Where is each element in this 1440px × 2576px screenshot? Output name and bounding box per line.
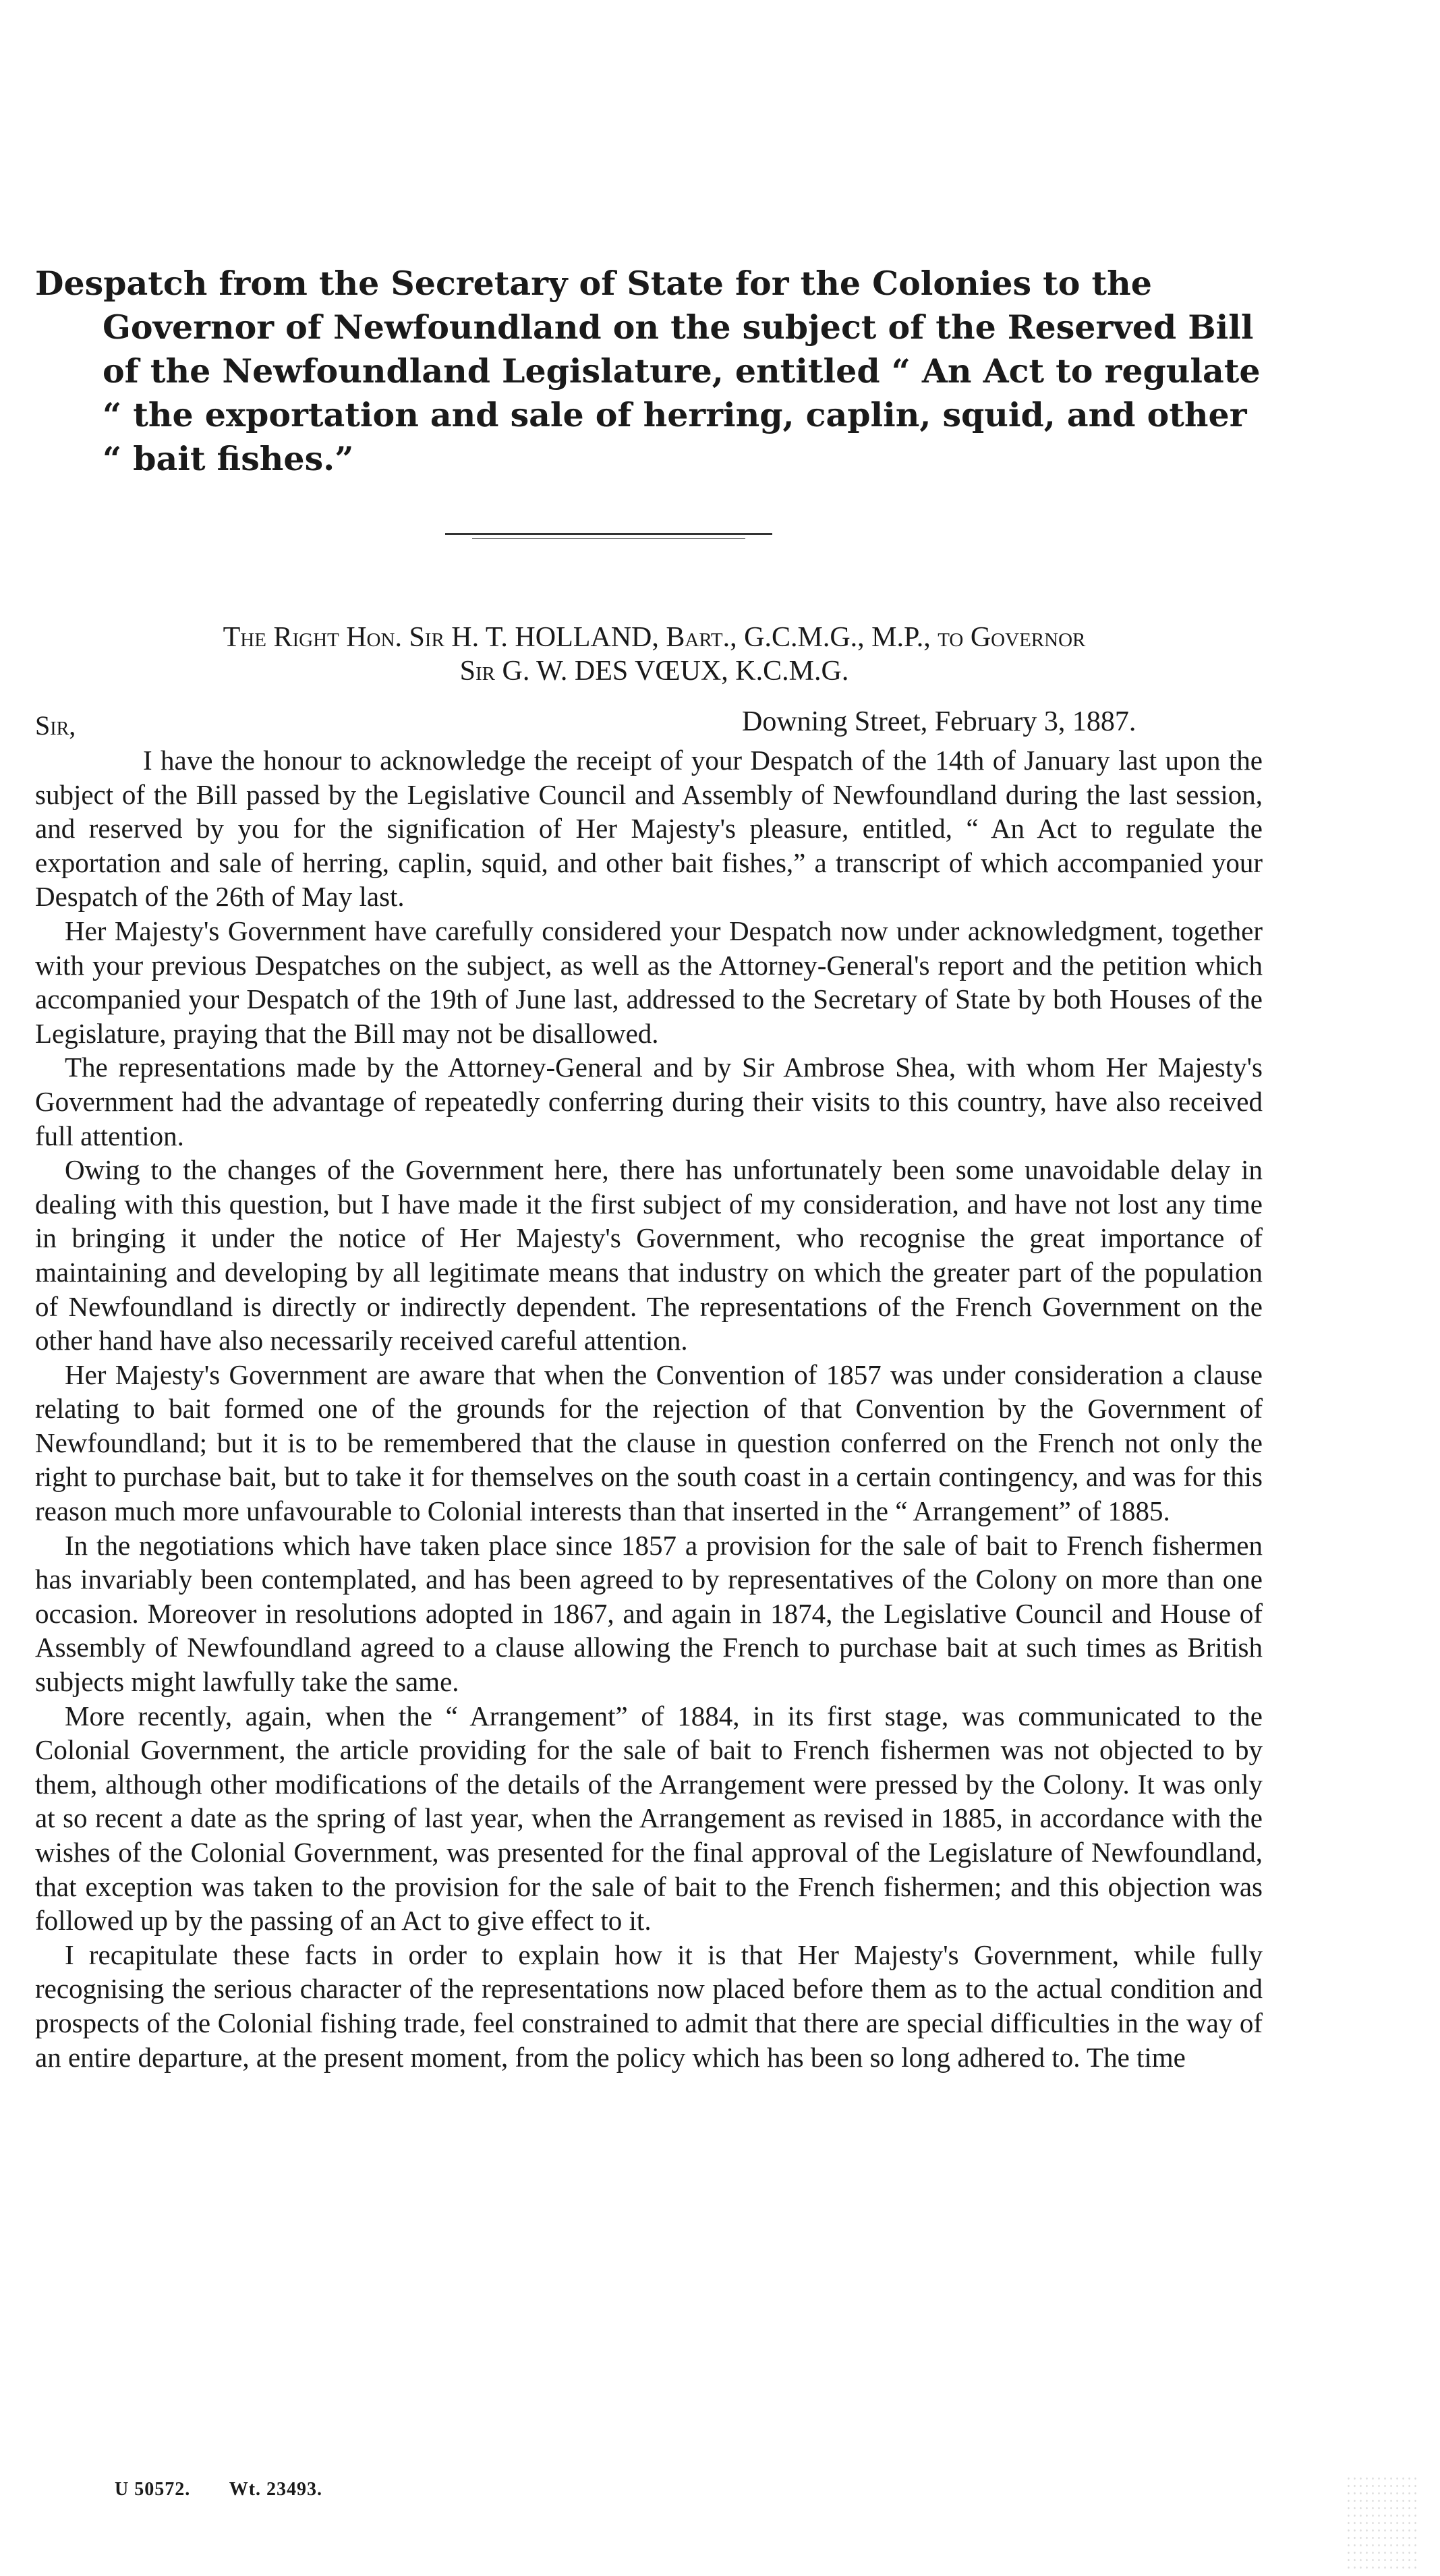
title-divider-thin — [472, 538, 745, 539]
print-code: U 50572. — [115, 2479, 191, 2500]
scan-speckle — [1346, 2475, 1420, 2569]
title-line-4: “ the exportation and sale of herring, caplin, squid, and other — [103, 395, 1247, 434]
paragraph: Her Majesty's Government are aware that when the Convention of 1857 was under consideration a clause relating to bait formed one of the grounds for the rejection of that Convention by the Government of Newfoundland; but it is to be remembered that the clause in question conferred on the French not only the right to purchase bait, but to take it for themselves on the south coast in a certain contingency, and was for this reason much more unfavourable to Colonial interests than that inserted in the “ Arrangement” of 1885. — [35, 1358, 1263, 1527]
paragraph: In the negotiations which have taken place since 1857 a provision for the sale of bait to French fishermen has invariably been contemplated, and has been agreed to by representatives of the Colony on more than one occasion. Moreover in resolutions adopted in 1867, and again in 1874, the Legislative Council and House of Assembly of Newfoundland agreed to a clause allowing the French to purchase bait at such times as British subjects might lawfully take the same. — [35, 1529, 1263, 1698]
print-footer — [115, 2479, 356, 2500]
document-title — [35, 262, 1303, 481]
paragraph: The representations made by the Attorney-General and by Sir Ambrose Shea, with whom Her Majesty's Government had the advantage of repeatedly conferring during their visits to this country, have also received full attention. — [35, 1052, 1263, 1151]
heading-line-2: Sir G. W. DES VŒUX, K.C.M.G. — [459, 656, 849, 687]
paragraph: More recently, again, when the “ Arrangement” of 1884, in its first stage, was communicated to the Colonial Government, the article providing for the sale of bait to French fishermen was not objected to by them, although other modifications of the details of the Arrangement were pressed by the Colony. It was only at so recent a date as the spring of last year, when the Arrangement as revised in 1885, in accordance with the wishes of the Colonial Government, was presented for the final approval of the Legislature of Newfoundland, that exception was taken to the provision for the sale of bait to the French fishermen; and this objection was followed up by the passing of an Act to give effect to it. — [35, 1700, 1263, 1937]
salutation: Sir, — [35, 710, 76, 741]
title-line-1: Despatch from the Secretary of State for the Colonies to the — [35, 264, 1152, 303]
title-line-3: of the Newfoundland Legislature, entitled “ An Act to regulate — [103, 351, 1261, 391]
dateline: Downing Street, February 3, 1887. — [742, 706, 1136, 737]
heading-line-1: The Right Hon. Sir H. T. HOLLAND, Bart., G.C.M.G., M.P., to Governor — [223, 622, 1086, 653]
title-divider — [445, 533, 772, 535]
letter-heading — [40, 621, 1268, 688]
paragraph: I recapitulate these facts in order to explain how it is that Her Majesty's Government, while fully recognising the serious character of the representations now placed before them as to the actual condition and prospects of the Colonial fishing trade, feel constrained to admit that there are special difficulties in the way of an entire departure, at the present moment, from the policy which has been so long adhered to. The time — [35, 1939, 1263, 2073]
print-wt: Wt. 23493. — [229, 2479, 323, 2500]
paragraph: I have the honour to acknowledge the receipt of your Despatch of the 14th of January last upon the subject of the Bill passed by the Legislative Council and Assembly of Newfoundland during the last session, and reserved by you for the signification of Her Majesty's pleasure, entitled, “ An Act to regulate the exportation and sale of herring, caplin, squid, and other bait fishes,” a transcript of which accompanied your Despatch of the 26th of May last. — [35, 745, 1263, 913]
title-line-5: “ bait fishes.” — [103, 439, 354, 478]
paragraph: Her Majesty's Government have carefully considered your Despatch now under acknowledgment, together with your previous Despatches on the subject, as well as the Attorney-General's report and the petition which accompanied your Despatch of the 19th of June last, addressed to the Secretary of State by both Houses of the Legislature, praying that the Bill may not be disallowed. — [35, 915, 1263, 1049]
title-line-2: Governor of Newfoundland on the subject of the Reserved Bill — [103, 308, 1254, 347]
paragraph: Owing to the changes of the Government here, there has unfortunately been some unavoidable delay in dealing with this question, but I have made it the first subject of my consideration, and have not lost any time in bringing it under the notice of Her Majesty's Government, who recognise the great importance of maintaining and developing by all legitimate means that industry on which the greater part of the population of Newfoundland is directly or indirectly dependent. The representations of the French Government on the other hand have also necessarily received careful attention. — [35, 1154, 1263, 1356]
letter-body — [35, 743, 1263, 2074]
